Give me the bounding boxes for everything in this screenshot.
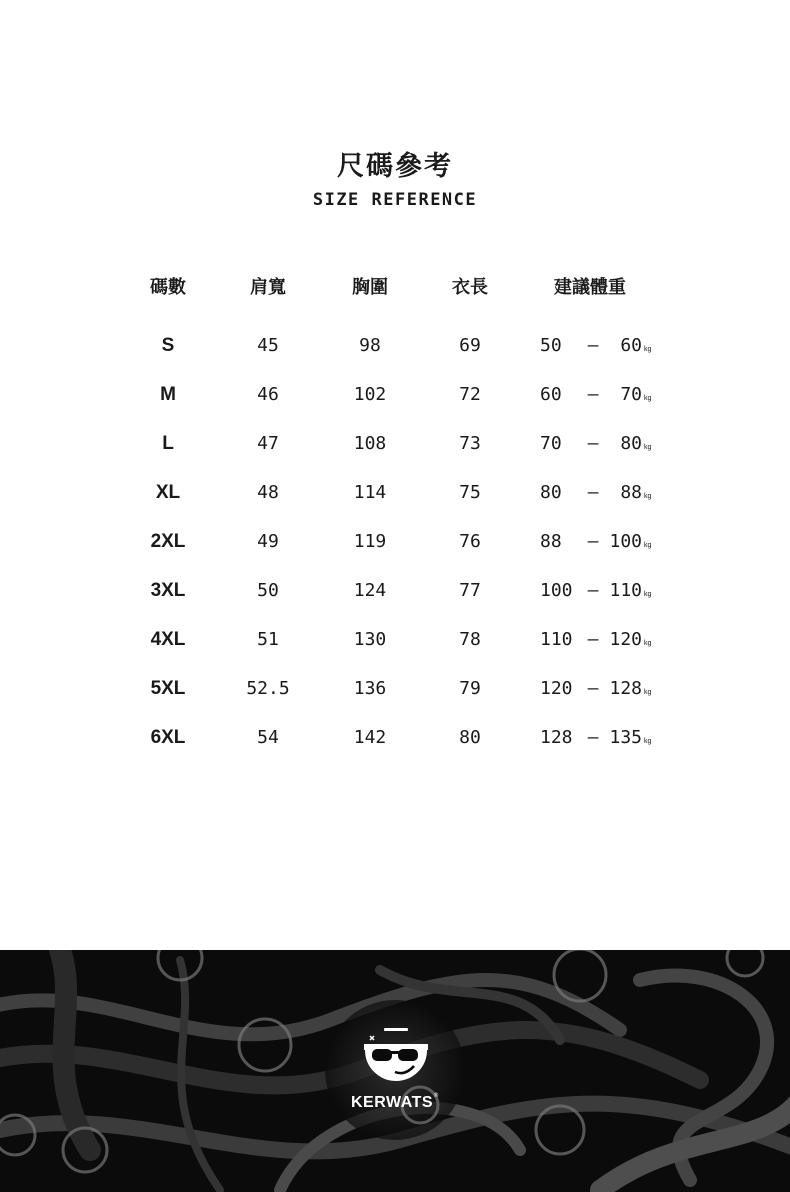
chest-cell: 119	[353, 531, 387, 552]
size-cell: 4XL	[150, 629, 186, 650]
weight-unit: kg	[644, 591, 652, 598]
length-cell: 78	[459, 629, 481, 650]
table-body	[0, 332, 790, 773]
brand-banner	[0, 950, 790, 1192]
weight-min: 120	[540, 678, 573, 699]
weight-max: 70	[620, 384, 642, 405]
weight-cell	[540, 381, 680, 413]
size-cell: 6XL	[150, 727, 186, 748]
weight-unit: kg	[644, 444, 652, 451]
size-cell: 3XL	[150, 580, 186, 601]
weight-dash: –	[587, 482, 599, 503]
length-cell: 75	[459, 482, 481, 503]
weight-min: 70	[540, 433, 562, 454]
weight-min: 60	[540, 384, 562, 405]
header-shoulder: 肩寬	[250, 277, 286, 298]
brand-name: KERWATS	[350, 1094, 434, 1111]
shoulder-cell: 48	[257, 482, 279, 503]
shoulder-cell: 51	[257, 629, 279, 650]
weight-unit: kg	[644, 395, 652, 402]
weight-cell	[540, 332, 680, 364]
weight-min: 100	[540, 580, 573, 601]
weight-dash: –	[587, 531, 599, 552]
weight-cell	[540, 626, 680, 658]
weight-cell	[540, 675, 680, 707]
table-header-row	[0, 272, 790, 332]
header-weight: 建議體重	[554, 277, 626, 298]
size-cell: 2XL	[150, 531, 186, 552]
chest-cell: 98	[359, 335, 381, 356]
chest-cell: 142	[353, 727, 387, 748]
table-row	[0, 675, 790, 724]
weight-dash: –	[587, 580, 599, 601]
shoulder-cell: 52.5	[246, 678, 290, 699]
shoulder-cell: 54	[257, 727, 279, 748]
length-cell: 73	[459, 433, 481, 454]
header-chest: 胸圍	[352, 277, 388, 298]
size-cell: 5XL	[150, 678, 186, 699]
brand-name-block	[0, 1092, 790, 1112]
weight-unit: kg	[644, 640, 652, 647]
weight-max: 60	[620, 335, 642, 356]
weight-unit: kg	[644, 346, 652, 353]
weight-min: 88	[540, 531, 562, 552]
weight-unit: kg	[644, 493, 652, 500]
shoulder-cell: 45	[257, 335, 279, 356]
size-table	[0, 272, 790, 773]
weight-min: 110	[540, 629, 573, 650]
weight-min: 80	[540, 482, 562, 503]
length-cell: 79	[459, 678, 481, 699]
weight-dash: –	[587, 727, 599, 748]
weight-dash: –	[587, 384, 599, 405]
shoulder-cell: 49	[257, 531, 279, 552]
weight-unit: kg	[644, 542, 652, 549]
page-title-english: SIZE REFERENCE	[312, 190, 478, 210]
registered-mark: ®	[433, 1092, 440, 1099]
table-row	[0, 430, 790, 479]
table-row	[0, 479, 790, 528]
length-cell: 77	[459, 580, 481, 601]
length-cell: 72	[459, 384, 481, 405]
length-cell: 76	[459, 531, 481, 552]
weight-cell	[540, 528, 680, 560]
header-length: 衣長	[452, 277, 488, 298]
table-row	[0, 332, 790, 381]
weight-max: 80	[620, 433, 642, 454]
weight-cell	[540, 479, 680, 511]
weight-max: 100	[609, 531, 642, 552]
chest-cell: 130	[353, 629, 387, 650]
length-cell: 69	[459, 335, 481, 356]
weight-dash: –	[587, 433, 599, 454]
length-cell: 80	[459, 727, 481, 748]
shoulder-cell: 47	[257, 433, 279, 454]
weight-unit: kg	[644, 738, 652, 745]
table-row	[0, 528, 790, 577]
chest-cell: 102	[353, 384, 387, 405]
weight-cell	[540, 430, 680, 462]
swirl-background-art	[0, 950, 790, 1192]
chest-cell: 108	[353, 433, 387, 454]
table-row	[0, 626, 790, 675]
weight-cell	[540, 577, 680, 609]
title-block	[0, 150, 790, 210]
weight-unit: kg	[644, 689, 652, 696]
chest-cell: 114	[353, 482, 387, 503]
weight-max: 128	[609, 678, 642, 699]
weight-dash: –	[587, 629, 599, 650]
weight-cell	[540, 724, 680, 756]
weight-min: 128	[540, 727, 573, 748]
chest-cell: 136	[353, 678, 387, 699]
table-row	[0, 577, 790, 626]
weight-max: 88	[620, 482, 642, 503]
page-title-chinese: 尺碼參考	[337, 151, 453, 182]
weight-min: 50	[540, 335, 562, 356]
size-cell: S	[161, 335, 175, 356]
weight-max: 120	[609, 629, 642, 650]
weight-dash: –	[587, 335, 599, 356]
chest-cell: 124	[353, 580, 387, 601]
header-size: 碼數	[150, 277, 186, 298]
weight-max: 110	[609, 580, 642, 601]
weight-dash: –	[587, 678, 599, 699]
shoulder-cell: 46	[257, 384, 279, 405]
size-cell: XL	[155, 482, 181, 503]
size-cell: M	[160, 384, 176, 405]
shoulder-cell: 50	[257, 580, 279, 601]
size-cell: L	[162, 433, 174, 454]
table-row	[0, 724, 790, 773]
weight-max: 135	[609, 727, 642, 748]
table-row	[0, 381, 790, 430]
